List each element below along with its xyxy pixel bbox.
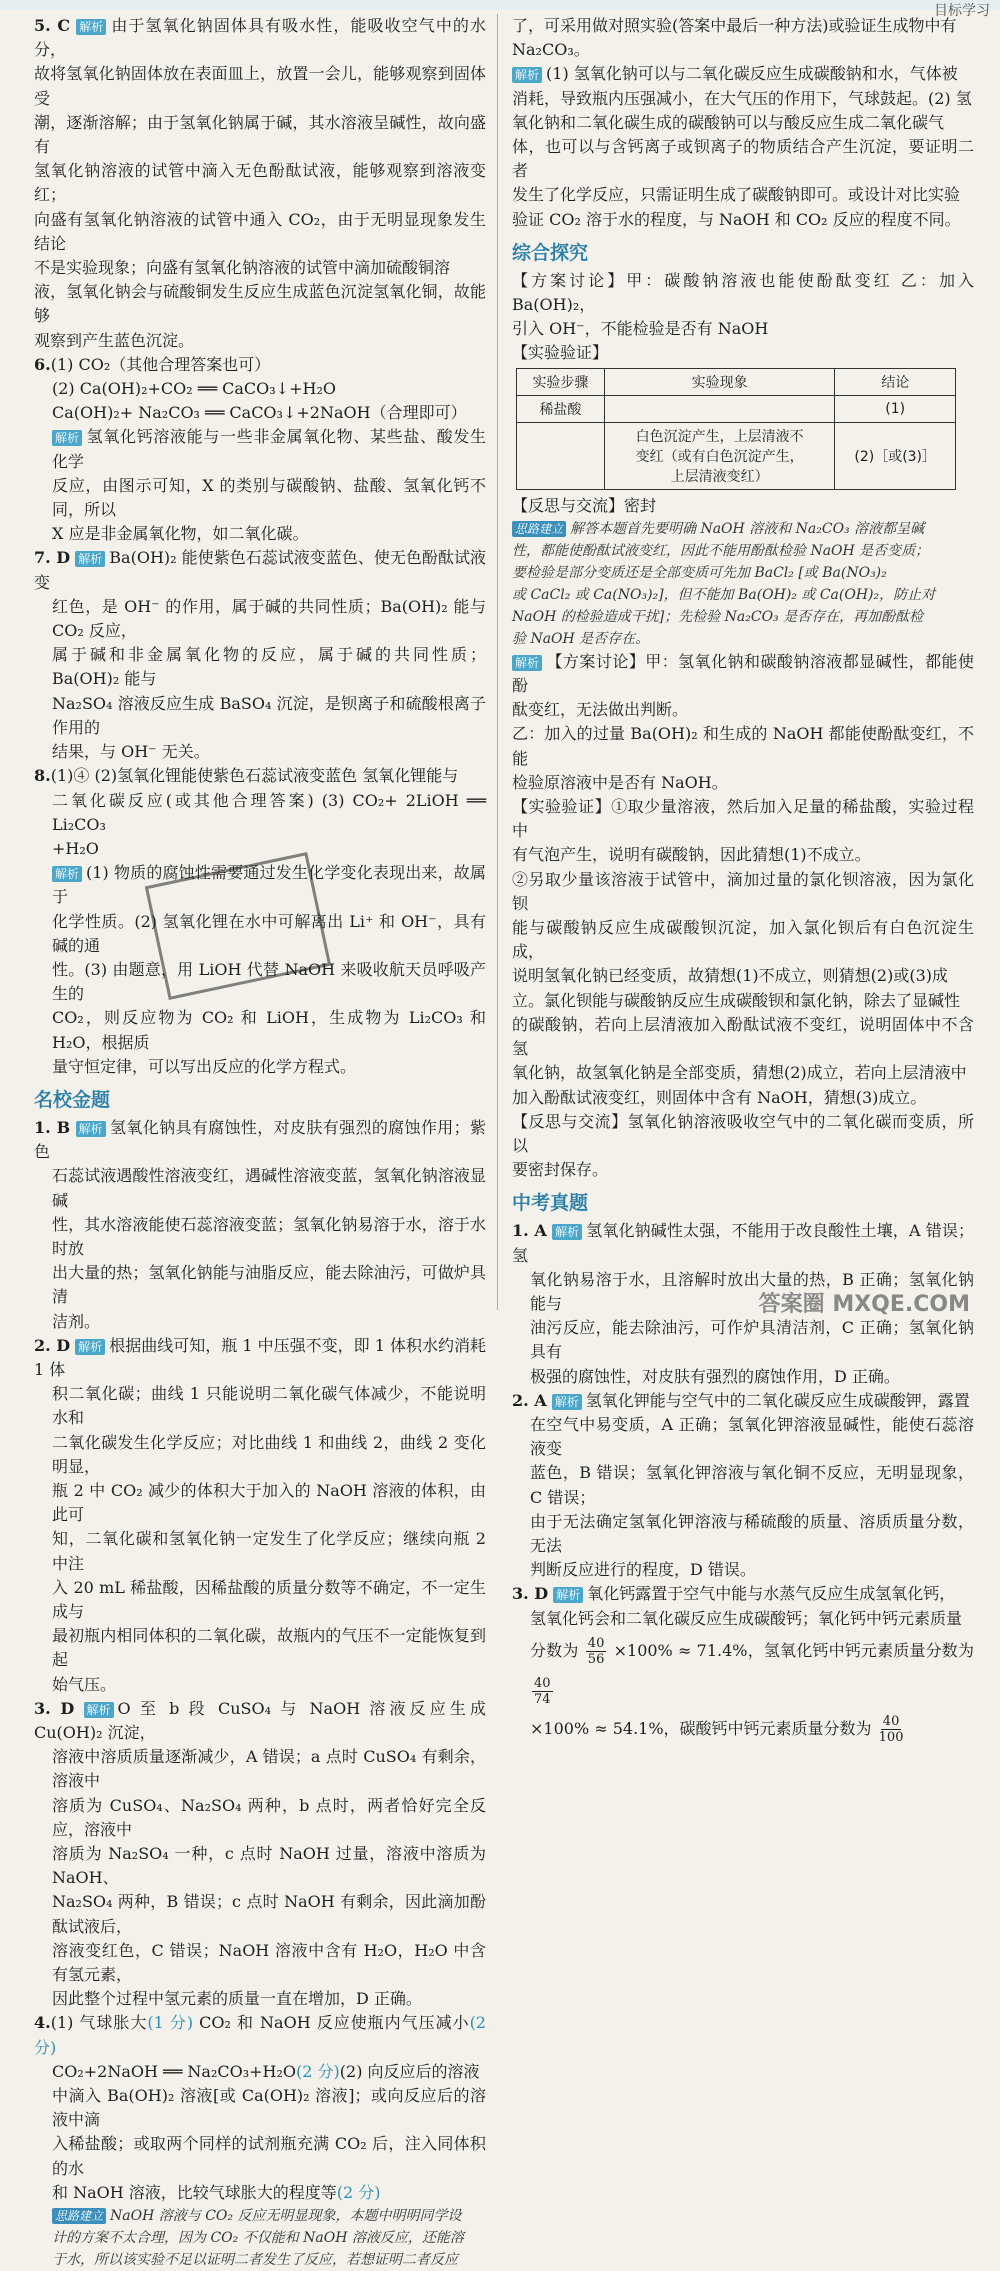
text-line: 溶质为 CuSO₄、Na₂SO₄ 两种，b 点时，两者恰好完全反应，溶液中	[52, 1795, 486, 1839]
table-row	[517, 422, 956, 489]
text-line: 发生了化学反应，只需证明生成了碳酸钠即可。或设计对比实验	[512, 185, 961, 205]
text-line: 消耗，导致瓶内压强减小，在大气压的作用下，气球鼓起。(2) 氢	[512, 88, 972, 108]
watermark-logo: 答案圈 MXQE.COM	[758, 1292, 970, 1317]
text-line: 能与碳酸钠反应生成碳酸钡沉淀，加入氯化钡后有白色沉淀生成，	[512, 918, 974, 962]
text-line: 分数为	[530, 1640, 579, 1660]
question-number: 1. B	[34, 1117, 71, 1137]
text-line: NaOH 溶液与 CO₂ 反应无明显现象，本题中明明同学设	[110, 2208, 462, 2225]
text-line: ×100% ≈ 54.1%，碳酸钙中钙元素质量分数为	[530, 1718, 872, 1738]
header-mark: 目标学习	[934, 3, 990, 19]
score-mark: (2 分)	[296, 2061, 340, 2081]
fraction-numerator: 40	[587, 1635, 605, 1651]
answer-6	[34, 353, 486, 547]
text-line: 性。(3) 由题意，用 LiOH 代替 NaOH 来吸收航天员呼吸产生的	[52, 959, 486, 1004]
text-line: 体，也可以与含钙离子或钡离子的物质结合产生沉淀，要证明二者	[512, 137, 974, 181]
text-line: 氢氧化钙会和二氧化碳反应生成碳酸钙；氧化钙中钙元素质量	[530, 1608, 963, 1628]
table-cell: 稀盐酸	[517, 395, 605, 422]
question-number: 5. C	[34, 16, 71, 35]
text-line: 潮，逐渐溶解；由于氢氧化钠属于碱，其水溶液呈碱性，故向盛有	[34, 112, 486, 157]
text-line: 验 NaOH 是否存在。	[512, 630, 650, 647]
text-line: 说明氢氧化钠已经变质，故猜想(1)不成立，则猜想(2)或(3)成	[512, 966, 948, 986]
text-line: 有气泡产生，说明有碳酸钠，因此猜想(1)不成立。	[512, 845, 871, 865]
text-line: 液，氢氧化钠会与硫酸铜发生反应生成蓝色沉淀氢氧化铜，故能够	[34, 282, 486, 326]
equation: Ca(OH)₂+ Na₂CO₃ ══ CaCO₃↓+2NaOH（合理即可）	[52, 403, 467, 423]
text-line: 二氧化碳发生化学反应；对比曲线 1 和曲线 2，曲线 2 变化明显，	[52, 1432, 486, 1476]
text-line: 氧化钠，故氢氧化钠是全部变质，猜想(2)成立，若向上层清液中	[512, 1063, 967, 1083]
score-mark: (2 分)	[336, 2182, 381, 2202]
question-number: 4.	[34, 2013, 51, 2033]
text-line: 检验原溶液中是否有 NaOH。	[512, 772, 728, 792]
analysis-tag: 解析	[75, 551, 105, 567]
text-line: Ba(OH)₂ 能使紫色石蕊试液变蓝色、使无色酚酞试液变	[34, 548, 486, 592]
mingxiao-answer-2	[34, 1334, 486, 1697]
table-cell: (1)	[835, 395, 956, 422]
text-line: 和 NaOH 溶液，比较气球胀大的程度等	[52, 2182, 337, 2202]
text-line: 由于无法确定氢氧化钾溶液与稀硫酸的质量、溶质质量分数，无法	[530, 1511, 974, 1555]
text-line: 判断反应进行的程度，D 错误。	[530, 1560, 756, 1580]
text-line: (1) CO₂（其他合理答案也可）	[50, 354, 271, 374]
table-cell	[604, 422, 835, 489]
thinking-tag: 思路建立	[512, 521, 566, 537]
cell-line: 白色沉淀产生，上层清液不	[635, 428, 804, 445]
text-line: 性，都能使酚酞试液变红，因此不能用酚酞检验 NaOH 是否变质；	[512, 542, 930, 559]
table-header: 结论	[835, 368, 956, 395]
text-line: (2) 向反应后的溶液	[339, 2061, 480, 2081]
text-line: 由于氢氧化钠固体具有吸水性，能吸收空气中的水分，	[34, 16, 486, 60]
experiment-table	[516, 368, 956, 490]
text-line: 最初瓶内相同体积的二氧化碳，故瓶内的气压不一定能恢复到起	[52, 1626, 486, 1670]
text-line: CO₂ 和 NaOH 反应使瓶内气压减小	[193, 2013, 470, 2033]
text-line: 氢氧化钠具有腐蚀性，对皮肤有强烈的腐蚀作用；紫色	[34, 1117, 486, 1162]
analysis-tag: 解析	[52, 866, 82, 882]
text-line: 溶液变红色，C 错误；NaOH 溶液中含有 H₂O，H₂O 中含有氢元素，	[52, 1940, 486, 1985]
question-number: 1. A	[512, 1221, 547, 1241]
question-number: 2. A	[512, 1390, 547, 1410]
text-line: 氧化钙露置于空气中能与水蒸气反应生成氢氧化钙，	[587, 1584, 956, 1604]
text-line: 量守恒定律，可以写出反应的化学方程式。	[52, 1056, 357, 1076]
question-number: 3. D	[512, 1584, 549, 1604]
text-line: (1) 氢氧化钠可以与二氧化碳反应生成碳酸钠和水，气体被	[546, 64, 958, 84]
table-cell	[604, 395, 835, 422]
text-line: (1)④ (2)氢氧化锂能使紫色石蕊试液变蓝色 氢氧化锂能与	[50, 766, 459, 786]
text-line: CO₂，则反应物为 CO₂ 和 LiOH，生成物为 Li₂CO₃ 和 H₂O，根据质	[52, 1008, 486, 1052]
text-line: 氢氧化钠溶液的试管中滴入无色酚酞试液，能够观察到溶液变红；	[34, 161, 486, 205]
text-line: Na₂SO₄ 两种，B 错误；c 点时 NaOH 有剩余，因此滴加酚酞试液后，	[52, 1892, 486, 1936]
text-line: 乙：加入的过量 Ba(OH)₂ 和生成的 NaOH 都能使酚酞变红，不能	[512, 724, 974, 768]
text-line: 氢氧化钠碱性太强，不能用于改良酸性土壤，A 错误；氢	[512, 1221, 974, 1265]
fraction	[532, 1676, 553, 1707]
question-number: 8.	[34, 766, 51, 786]
question-number: 2. D	[34, 1335, 71, 1355]
text-line: 于水，所以该实验不足以证明二者发生了反应，若想证明二者反应	[52, 2252, 458, 2269]
text-line: 入 20 mL 稀盐酸，因稀盐酸的质量分数等不确定，不一定生成与	[52, 1577, 486, 1621]
mingxiao-answer-4	[34, 2011, 486, 2271]
table-header-row	[517, 368, 956, 395]
text-line: 【方案讨论】甲：碳酸钠溶液也能使酚酞变红 乙：加入 Ba(OH)₂，	[512, 270, 974, 315]
text-line: 【反思与交流】密封	[512, 495, 657, 515]
table-cell	[517, 422, 605, 489]
text-line: 化学性质。(2) 氢氧化锂在水中可解离出 Li⁺ 和 OH⁻，具有碱的通	[52, 911, 486, 955]
text-line: 瓶 2 中 CO₂ 减少的体积大于加入的 NaOH 溶液的体积，由此可	[52, 1480, 486, 1525]
analysis-tag: 解析	[76, 19, 106, 35]
equation: CO₂+2NaOH ══ Na₂CO₃+H₂O	[52, 2061, 297, 2081]
table-header: 实验步骤	[517, 368, 605, 395]
score-mark: (1 分)	[147, 2013, 194, 2033]
text-line: 引入 OH⁻，不能检验是否有 NaOH	[512, 319, 769, 339]
mingxiao-answer-3	[34, 1697, 486, 2012]
text-line: 或 CaCl₂ 或 Ca(NO₃)₂]，但不能加 Ba(OH)₂ 或 Ca(OH)₂，防止对	[512, 586, 936, 603]
text-line: 计的方案不太合理，因为 CO₂ 不仅能和 NaOH 溶液反应，还能溶	[52, 2230, 464, 2247]
table-row	[517, 395, 956, 422]
text-line: 洁剂。	[52, 1311, 101, 1331]
text-line: 氧化钠和二氧化碳生成的碳酸钠可以与酸反应生成二氧化碳气	[512, 112, 945, 132]
analysis-tag: 解析	[52, 430, 82, 446]
text-line: 性，其水溶液能使石蕊溶液变蓝；氢氧化钠易溶于水，溶于水时放	[52, 1214, 486, 1258]
cell-line: 上层清液变红）	[670, 468, 769, 485]
right-column	[512, 14, 974, 1747]
fraction-denominator: 74	[534, 1691, 551, 1707]
text-line: Na₂SO₄ 溶液反应生成 BaSO₄ 沉淀，是钡离子和硫酸根离子作用的	[52, 693, 486, 737]
text-line: 中滴入 Ba(OH)₂ 溶液[或 Ca(OH)₂ 溶液]；或向反应后的溶液中滴	[52, 2086, 486, 2130]
fraction-numerator: 40	[882, 1713, 900, 1729]
text-line: 加入酚酞试液变红，则固体中含有 NaOH，猜想(3)成立。	[512, 1087, 927, 1107]
text-line: 【实验验证】	[512, 343, 609, 363]
left-column	[34, 14, 486, 2271]
text-line: 石蕊试液遇酸性溶液变红，遇碱性溶液变蓝，氢氧化钠溶液显碱	[52, 1166, 486, 1210]
analysis-tag: 解析	[76, 1121, 106, 1137]
question-number: 7. D	[34, 548, 71, 568]
text-line: 蓝色，B 错误；氢氧化钾溶液与氧化铜不反应，无明显现象，C 错误；	[530, 1463, 974, 1507]
text-line: 的碳酸钠，若向上层清液加入酚酞试液不变红，说明固体中不含氢	[512, 1014, 974, 1059]
text-line: O 至 b 段 CuSO₄ 与 NaOH 溶液反应生成 Cu(OH)₂ 沉淀，	[34, 1698, 486, 1743]
text-line: 了，可采用做对照实验(答案中最后一种方法)或验证生成物中有	[512, 16, 957, 35]
text-line: (1) 物质的腐蚀性需要通过发生化学变化表现出来，故属于	[52, 863, 486, 907]
text-line: 要检验是部分变质还是全部变质可先加 BaCl₂ [或 Ba(NO₃)₂	[512, 564, 887, 581]
text-line: 观察到产生蓝色沉淀。	[34, 330, 195, 350]
thinking-tag: 思路建立	[52, 2208, 106, 2224]
text-line: 红色，是 OH⁻ 的作用，属于碱的共同性质；Ba(OH)₂ 能与 CO₂ 反应，	[52, 596, 486, 641]
analysis-tag: 解析	[512, 655, 542, 671]
text-line: 属于碱和非金属氧化物的反应，属于碱的共同性质；Ba(OH)₂ 能与	[52, 645, 486, 689]
text-line: 结果，与 OH⁻ 无关。	[52, 742, 210, 762]
analysis-tag: 解析	[552, 1394, 582, 1410]
column-divider	[497, 14, 498, 1310]
question-number: 3. D	[34, 1698, 75, 1718]
page-top-bar	[0, 0, 1000, 10]
table-header: 实验现象	[604, 368, 835, 395]
text-line: 入稀盐酸；或取两个同样的试剂瓶充满 CO₂ 后，注入同体积的水	[52, 2134, 486, 2178]
text-line: (1) 气球胀大	[50, 2013, 148, 2033]
mingxiao-answer-1	[34, 1116, 486, 1334]
text-line: 出大量的热；氢氧化钠能与油脂反应，能去除油污，可做炉具清	[52, 1263, 486, 1307]
text-line: 验证 CO₂ 溶于水的程度，与 NaOH 和 CO₂ 反应的程度不同。	[512, 209, 961, 229]
text-line: 向盛有氢氧化钠溶液的试管中通入 CO₂，由于无明显现象发生结论	[34, 209, 486, 253]
fraction	[879, 1714, 904, 1745]
text-line: Na₂CO₃。	[512, 40, 590, 60]
text-line: 始气压。	[52, 1674, 117, 1694]
section-title-zonghe: 综合探究	[512, 241, 589, 264]
section-title-mingxiao: 名校金题	[34, 1088, 111, 1111]
text-line: 要密封保存。	[512, 1160, 609, 1180]
text-line: X 应是非金属氧化物，如二氧化碳。	[52, 524, 309, 544]
analysis-tag: 解析	[552, 1224, 582, 1240]
answer-5	[34, 14, 486, 353]
answer-7	[34, 546, 486, 764]
cell-line: 变红（或有白色沉淀产生，	[635, 448, 804, 465]
analysis-tag: 解析	[512, 67, 542, 83]
text-line: 立。氯化钡能与碳酸钠反应生成碳酸钡和氯化钠，除去了显碱性	[512, 990, 961, 1010]
text-line: 氢氧化钙溶液能与一些非金属氧化物、某些盐、酸发生化学	[52, 427, 486, 471]
text-line: 不是实验现象；向盛有氢氧化钠溶液的试管中滴加硫酸铜溶	[34, 258, 451, 278]
fraction-denominator: 100	[878, 1729, 904, 1745]
text-line: 极强的腐蚀性，对皮肤有强烈的腐蚀作用，D 正确。	[530, 1366, 900, 1386]
text-line: 因此整个过程中氢元素的质量一直在增加，D 正确。	[52, 1989, 422, 2009]
text-line: 【方案讨论】甲：氢氧化钠和碳酸钠溶液都显碱性，都能使酚	[512, 651, 974, 696]
text-line: 故将氢氧化钠固体放在表面皿上，放置一会儿，能够观察到固体受	[34, 64, 486, 108]
equation: (2) Ca(OH)₂+CO₂ ══ CaCO₃↓+H₂O	[52, 379, 336, 399]
text-line: NaOH 的检验造成干扰]；先检验 Na₂CO₃ 是否存在，再加酚酞检	[512, 608, 924, 625]
text-line: ②另取少量该溶液于试管中，滴加过量的氯化钡溶液，因为氯化钡	[512, 869, 974, 913]
text-line: 【实验验证】①取少量溶液，然后加入足量的稀盐酸，实验过程中	[512, 797, 974, 841]
analysis-tag: 解析	[84, 1702, 114, 1718]
analysis-tag: 解析	[553, 1587, 583, 1603]
fraction-numerator: 40	[534, 1675, 551, 1691]
text-line: 知，二氧化碳和氢氧化钠一定发生了化学反应；继续向瓶 2 中注	[52, 1529, 486, 1573]
score-mark: (2 分)	[34, 2013, 486, 2057]
text-line: 溶质为 Na₂SO₄ 一种，c 点时 NaOH 过量，溶液中溶质为 NaOH、	[52, 1844, 486, 1888]
text-line: 油污反应，能去除油污，可作炉具清洁剂，C 正确；氢氧化钠具有	[530, 1318, 974, 1362]
text-line: 积二氧化碳；曲线 1 只能说明二氧化碳气体减少，不能说明水和	[52, 1384, 486, 1428]
text-line: 二氧化碳反应(或其他合理答案) (3) CO₂+ 2LiOH ══ Li₂CO₃	[52, 790, 486, 834]
text-line: 氢氧化钾能与空气中的二氧化碳反应生成碳酸钾，露置	[585, 1390, 970, 1410]
fraction	[586, 1636, 607, 1667]
text-line: 反应，由图示可知，X 的类别与碳酸钠、盐酸、氢氧化钙不同，所以	[52, 475, 486, 520]
section-title-zhongkao: 中考真题	[512, 1192, 589, 1215]
text-line: 氧化钠易溶于水，且溶解时放出大量的热，B 正确；氢氧化钠能与	[530, 1269, 974, 1313]
text-line: 酞变红，无法做出判断。	[512, 700, 689, 720]
text-line: 解答本题首先要明确 NaOH 溶液和 Na₂CO₃ 溶液都呈碱	[570, 520, 925, 537]
text-line: 【反思与交流】氢氧化钠溶液吸收空气中的二氧化碳而变质，所以	[512, 1111, 974, 1155]
analysis-tag: 解析	[75, 1339, 105, 1355]
text-line: 溶液中溶质质量逐渐减少，A 错误；a 点时 CuSO₄ 有剩余，溶液中	[52, 1747, 486, 1791]
question-number: 6.	[34, 354, 51, 374]
text-line: ×100% ≈ 71.4%，氢氧化钙中钙元素质量分数为	[613, 1640, 974, 1660]
text-line: +H₂O	[52, 838, 99, 858]
text-line: 根据曲线可知，瓶 1 中压强不变，即 1 体积水约消耗 1 体	[34, 1335, 486, 1379]
fraction-denominator: 56	[587, 1651, 605, 1667]
text-line: 在空气中易变质，A 正确；氢氧化钾溶液显碱性，能使石蕊溶液变	[530, 1414, 974, 1459]
table-cell: (2)［或(3)］	[835, 422, 956, 489]
